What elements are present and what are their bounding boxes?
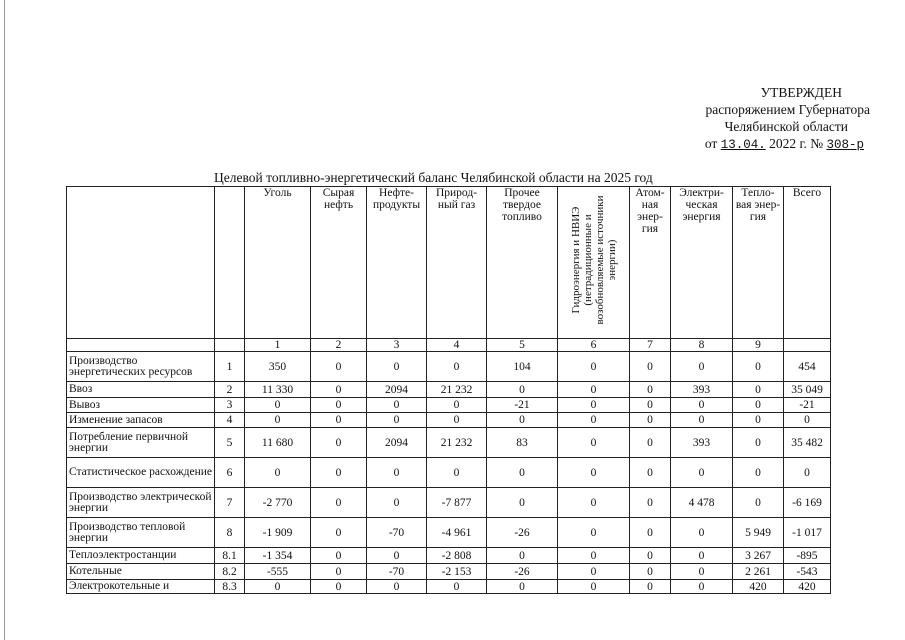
- value-cell: 0: [630, 580, 671, 594]
- value-cell: 393: [671, 382, 733, 398]
- value-cell: 2 261: [733, 564, 784, 580]
- table-row: [67, 382, 831, 398]
- column-number: 7: [630, 339, 671, 352]
- value-cell: 0: [671, 413, 733, 428]
- value-cell: 0: [367, 458, 427, 488]
- value-cell: -70: [367, 518, 427, 548]
- value-cell: 0: [311, 580, 367, 594]
- document-title: Целевой топливно-энергетический баланс Челябинской области на 2025 год: [214, 170, 653, 185]
- number-row-label: [67, 339, 215, 352]
- approval-prefix: от: [704, 136, 718, 151]
- value-cell: 0: [733, 488, 784, 518]
- approval-date-line: [640, 135, 870, 154]
- table-row: [67, 564, 831, 580]
- energy-balance-table: [66, 186, 831, 594]
- value-cell: 4 478: [671, 488, 733, 518]
- value-cell: 0: [558, 580, 630, 594]
- value-cell: 0: [558, 458, 630, 488]
- value-cell: 0: [733, 398, 784, 413]
- row-label: Электрокотельные и: [67, 580, 215, 594]
- value-cell: 0: [311, 428, 367, 458]
- row-label: Потребление первичной энергии: [67, 428, 215, 458]
- value-cell: 0: [558, 382, 630, 398]
- header-code-cell: [215, 187, 245, 339]
- value-cell: -21: [784, 398, 831, 413]
- value-cell: 0: [671, 564, 733, 580]
- value-cell: 0: [427, 398, 487, 413]
- column-number: 3: [367, 339, 427, 352]
- value-cell: 420: [784, 580, 831, 594]
- value-cell: 0: [427, 413, 487, 428]
- row-code: 5: [215, 428, 245, 458]
- value-cell: 0: [558, 548, 630, 564]
- value-cell: 0: [671, 580, 733, 594]
- row-code: 2: [215, 382, 245, 398]
- approval-region: Челябинской области: [724, 119, 848, 134]
- value-cell: 0: [367, 398, 427, 413]
- row-code: 8.1: [215, 548, 245, 564]
- table-row: [67, 352, 831, 382]
- value-cell: 0: [630, 382, 671, 398]
- column-number: 9: [733, 339, 784, 352]
- value-cell: 0: [311, 458, 367, 488]
- column-number: 8: [671, 339, 733, 352]
- row-label: Теплоэлектростанции: [67, 548, 215, 564]
- value-cell: -543: [784, 564, 831, 580]
- value-cell: 0: [733, 352, 784, 382]
- col-header-hydro-renewables-text: Гидроэнергия и НВИЭ (нетрадиционные и возобновляемые источники энергии): [569, 195, 618, 325]
- value-cell: -4 961: [427, 518, 487, 548]
- col-header-coal: Уголь: [245, 187, 311, 339]
- value-cell: 350: [245, 352, 311, 382]
- value-cell: 0: [367, 488, 427, 518]
- value-cell: 0: [630, 428, 671, 458]
- value-cell: 0: [630, 413, 671, 428]
- col-header-natural-gas: Природ-ный газ: [427, 187, 487, 339]
- value-cell: 0: [733, 458, 784, 488]
- value-cell: 11 680: [245, 428, 311, 458]
- column-number: 6: [558, 339, 630, 352]
- row-code: 7: [215, 488, 245, 518]
- table-row: [67, 458, 831, 488]
- value-cell: -1 017: [784, 518, 831, 548]
- value-cell: -2 808: [427, 548, 487, 564]
- value-cell: 0: [671, 352, 733, 382]
- value-cell: 0: [558, 488, 630, 518]
- col-header-thermal: Тепло-вая энер-гия: [733, 187, 784, 339]
- row-code: 8.3: [215, 580, 245, 594]
- value-cell: 0: [487, 548, 558, 564]
- value-cell: 0: [558, 518, 630, 548]
- value-cell: -895: [784, 548, 831, 564]
- value-cell: 0: [487, 413, 558, 428]
- table-row: [67, 428, 831, 458]
- value-cell: 35 049: [784, 382, 831, 398]
- value-cell: 0: [367, 352, 427, 382]
- value-cell: -21: [487, 398, 558, 413]
- value-cell: 0: [427, 352, 487, 382]
- value-cell: 0: [367, 413, 427, 428]
- value-cell: 0: [367, 548, 427, 564]
- row-code: 8: [215, 518, 245, 548]
- value-cell: 35 482: [784, 428, 831, 458]
- value-cell: 420: [733, 580, 784, 594]
- value-cell: 0: [558, 352, 630, 382]
- value-cell: 0: [630, 458, 671, 488]
- value-cell: 0: [630, 518, 671, 548]
- value-cell: 0: [311, 518, 367, 548]
- value-cell: 0: [558, 398, 630, 413]
- value-cell: 5 949: [733, 518, 784, 548]
- value-cell: -2 770: [245, 488, 311, 518]
- table-row: [67, 413, 831, 428]
- value-cell: -1 354: [245, 548, 311, 564]
- value-cell: 2094: [367, 428, 427, 458]
- value-cell: 104: [487, 352, 558, 382]
- value-cell: 0: [245, 413, 311, 428]
- value-cell: 0: [311, 413, 367, 428]
- row-label: Производство электрической энергии: [67, 488, 215, 518]
- row-code: 4: [215, 413, 245, 428]
- column-number: [784, 339, 831, 352]
- table-row: [67, 548, 831, 564]
- value-cell: 11 330: [245, 382, 311, 398]
- table-row: [67, 580, 831, 594]
- col-header-crude-oil: Сырая нефть: [311, 187, 367, 339]
- value-cell: 0: [558, 413, 630, 428]
- value-cell: 0: [245, 580, 311, 594]
- column-number: 2: [311, 339, 367, 352]
- value-cell: 0: [311, 488, 367, 518]
- value-cell: 0: [487, 458, 558, 488]
- value-cell: 0: [311, 382, 367, 398]
- approval-number: 308-р: [826, 138, 864, 152]
- col-header-total: Всего: [784, 187, 831, 339]
- column-number: 5: [487, 339, 558, 352]
- value-cell: 0: [245, 398, 311, 413]
- value-cell: 21 232: [427, 428, 487, 458]
- page-margin-rule: [4, 0, 5, 640]
- value-cell: 0: [630, 398, 671, 413]
- row-label: Ввоз: [67, 382, 215, 398]
- col-header-electric: Электри-ческая энергия: [671, 187, 733, 339]
- row-label: Котельные: [67, 564, 215, 580]
- value-cell: 0: [487, 382, 558, 398]
- value-cell: -1 909: [245, 518, 311, 548]
- header-label-cell: [67, 187, 215, 339]
- value-cell: 0: [245, 458, 311, 488]
- number-row-code: [215, 339, 245, 352]
- value-cell: 0: [671, 548, 733, 564]
- value-cell: -26: [487, 564, 558, 580]
- col-header-hydro-renewables: [558, 187, 630, 339]
- value-cell: -26: [487, 518, 558, 548]
- value-cell: -2 153: [427, 564, 487, 580]
- row-label: Производство энергетических ресурсов: [67, 352, 215, 382]
- row-label: Вывоз: [67, 398, 215, 413]
- value-cell: 0: [311, 548, 367, 564]
- approval-date: 13.04.: [720, 138, 766, 152]
- value-cell: 0: [487, 488, 558, 518]
- value-cell: 0: [784, 458, 831, 488]
- row-code: 6: [215, 458, 245, 488]
- value-cell: 0: [367, 580, 427, 594]
- value-cell: 0: [671, 518, 733, 548]
- row-label: Изменение запасов: [67, 413, 215, 428]
- value-cell: -70: [367, 564, 427, 580]
- value-cell: 2094: [367, 382, 427, 398]
- value-cell: -7 877: [427, 488, 487, 518]
- value-cell: 0: [630, 488, 671, 518]
- approval-heading: УТВЕРЖДЕН: [760, 85, 842, 100]
- value-cell: 0: [630, 548, 671, 564]
- value-cell: 0: [630, 352, 671, 382]
- col-header-nuclear: Атом-ная энер-гия: [630, 187, 671, 339]
- value-cell: 0: [671, 458, 733, 488]
- value-cell: 393: [671, 428, 733, 458]
- value-cell: 3 267: [733, 548, 784, 564]
- value-cell: 0: [558, 564, 630, 580]
- header-row: [67, 187, 831, 339]
- approval-authority: распоряжением Губернатора: [705, 102, 870, 117]
- column-number-row: [67, 339, 831, 352]
- table-row: [67, 488, 831, 518]
- approval-year: 2022 г. №: [769, 136, 824, 151]
- row-code: 1: [215, 352, 245, 382]
- value-cell: 0: [311, 564, 367, 580]
- value-cell: 0: [427, 580, 487, 594]
- value-cell: -6 169: [784, 488, 831, 518]
- row-label: Статистическое расхождение: [67, 458, 215, 488]
- value-cell: 0: [558, 428, 630, 458]
- value-cell: -555: [245, 564, 311, 580]
- col-header-other-solid-fuel: Прочее твердое топливо: [487, 187, 558, 339]
- value-cell: 83: [487, 428, 558, 458]
- value-cell: 0: [671, 398, 733, 413]
- value-cell: 0: [784, 413, 831, 428]
- column-number: 1: [245, 339, 311, 352]
- column-number: 4: [427, 339, 487, 352]
- value-cell: 0: [630, 564, 671, 580]
- col-header-oil-products: Нефте-продукты: [367, 187, 427, 339]
- value-cell: 454: [784, 352, 831, 382]
- value-cell: 0: [733, 382, 784, 398]
- value-cell: 0: [311, 352, 367, 382]
- value-cell: 0: [733, 428, 784, 458]
- table-row: [67, 398, 831, 413]
- row-label: Производство тепловой энергии: [67, 518, 215, 548]
- value-cell: 0: [487, 580, 558, 594]
- value-cell: 0: [427, 458, 487, 488]
- approval-stamp: [640, 84, 870, 154]
- value-cell: 0: [311, 398, 367, 413]
- value-cell: 21 232: [427, 382, 487, 398]
- value-cell: 0: [733, 413, 784, 428]
- table-row: [67, 518, 831, 548]
- row-code: 3: [215, 398, 245, 413]
- row-code: 8.2: [215, 564, 245, 580]
